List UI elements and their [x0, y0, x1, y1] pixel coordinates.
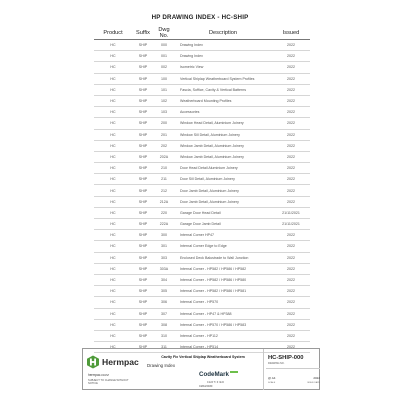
cell-suffix: SHIP [132, 286, 154, 297]
cell-product: HC [94, 62, 132, 73]
cell-issued: 2022 [272, 319, 310, 330]
cell-dwg-no: 101 [154, 84, 174, 95]
cell-dwg-no: 002 [154, 62, 174, 73]
cell-description: Internal Corner - HP570 / HP586 / HP583 [174, 319, 272, 330]
cell-dwg-no: 000 [154, 40, 174, 51]
cell-description: Door Jamb Detail, Aluminium Joinery [174, 196, 272, 207]
cell-dwg-no: 202 [154, 140, 174, 151]
cell-dwg-no: 220 [154, 207, 174, 218]
cell-suffix: SHIP [132, 185, 154, 196]
cell-dwg-no: 100 [154, 73, 174, 84]
cell-dwg-no: 103 [154, 107, 174, 118]
system-title: Cavity Fix Vertical Shiplap Weatherboard System [161, 355, 245, 359]
table-row [94, 241, 310, 252]
table-row [94, 40, 310, 51]
cell-description: Drawing Index [174, 40, 272, 51]
table-row [94, 286, 310, 297]
table-row [94, 151, 310, 162]
column-header-product: Product [94, 27, 132, 40]
cell-suffix: SHIP [132, 140, 154, 151]
codemark-certified: CERTIFIED [207, 382, 225, 384]
cell-issued: 2022 [272, 241, 310, 252]
cell-description: Drawing Index [174, 51, 272, 62]
cell-description: Internal Corner - HP582 / HP586 / HP582 [174, 263, 272, 274]
cell-description: Internal Corner Edge to Edge [174, 241, 272, 252]
cell-dwg-no: 304 [154, 274, 174, 285]
cell-product: HC [94, 174, 132, 185]
cell-dwg-no: 300 [154, 230, 174, 241]
cell-product: HC [94, 330, 132, 341]
table-row [94, 73, 310, 84]
cell-dwg-no: 212A [154, 196, 174, 207]
cell-suffix: SHIP [132, 219, 154, 230]
brand-area [83, 349, 139, 390]
cell-product: HC [94, 286, 132, 297]
change-notice: SUBJECT TO CHANGE WITHOUT NOTICE [88, 379, 129, 385]
table-row [94, 252, 310, 263]
cell-product: HC [94, 196, 132, 207]
column-header-dwg-no: Dwg No. [154, 27, 174, 40]
cell-issued: 2022 [272, 185, 310, 196]
cell-product: HC [94, 274, 132, 285]
cell-description: Door Sill Detail, Aluminium Joinery [174, 174, 272, 185]
cell-issued: 2022 [272, 107, 310, 118]
cell-suffix: SHIP [132, 51, 154, 62]
issue-date-caption: ISSUE DATE [307, 382, 320, 384]
cell-suffix: SHIP [132, 62, 154, 73]
cell-dwg-no: 306 [154, 297, 174, 308]
cell-product: HC [94, 84, 132, 95]
cell-dwg-no: 001 [154, 51, 174, 62]
cell-suffix: SHIP [132, 274, 154, 285]
cell-suffix: SHIP [132, 174, 154, 185]
table-row [94, 51, 310, 62]
cell-issued: 2022 [272, 174, 310, 185]
table-row [94, 330, 310, 341]
cell-issued: 2022 [272, 342, 310, 353]
cell-product: HC [94, 297, 132, 308]
table-row [94, 163, 310, 174]
cell-issued: 2022 [272, 51, 310, 62]
cell-issued: 2022 [272, 263, 310, 274]
cell-dwg-no: 210 [154, 163, 174, 174]
cell-suffix: SHIP [132, 40, 154, 51]
cell-product: HC [94, 207, 132, 218]
cell-issued: 21/11/2021 [272, 219, 310, 230]
brand-website: hermpac.co.nz [88, 373, 109, 377]
table-row [94, 95, 310, 106]
cell-issued: 2022 [272, 196, 310, 207]
hermpac-logo-icon [86, 355, 100, 369]
cell-suffix: SHIP [132, 342, 154, 353]
cell-dwg-no: 212 [154, 185, 174, 196]
cell-suffix: SHIP [132, 207, 154, 218]
table-row [94, 62, 310, 73]
cell-suffix: SHIP [132, 151, 154, 162]
cell-issued: 2022 [272, 129, 310, 140]
table-row [94, 129, 310, 140]
cell-issued: 2022 [272, 252, 310, 263]
cell-issued: 2022 [272, 274, 310, 285]
cell-description: Vertical Shiplap Weatherboard System Profiles [174, 73, 272, 84]
table-row [94, 107, 310, 118]
column-header-issued: Issued [272, 27, 310, 40]
cell-issued: 21/11/2021 [272, 207, 310, 218]
cell-suffix: SHIP [132, 241, 154, 252]
brand-name: Hermpac [102, 357, 139, 367]
cell-suffix: SHIP [132, 129, 154, 140]
cell-dwg-no: 308 [154, 319, 174, 330]
cell-product: HC [94, 40, 132, 51]
cell-issued: 2022 [272, 308, 310, 319]
cell-product: HC [94, 342, 132, 353]
cell-product: HC [94, 151, 132, 162]
scale-caption: SCALE [268, 382, 276, 384]
cell-description: Door Jamb Detail, Aluminium Joinery [174, 185, 272, 196]
cell-issued: 2022 [272, 230, 310, 241]
cell-dwg-no: 102 [154, 95, 174, 106]
cell-suffix: SHIP [132, 163, 154, 174]
cell-product: HC [94, 118, 132, 129]
cell-dwg-no: 301 [154, 241, 174, 252]
issue-date-value: 2022 [313, 376, 320, 380]
title-block [82, 348, 320, 390]
codemark-wordmark: CodeMark [199, 371, 229, 378]
cell-description: Garage Door Head Detail [174, 207, 272, 218]
cell-product: HC [94, 107, 132, 118]
cell-product: HC [94, 95, 132, 106]
cell-description: Internal Corner - HP582 / HP586 / HP580 [174, 274, 272, 285]
cell-issued: 2022 [272, 62, 310, 73]
cell-description: Internal Corner - HP582 / HP586 / HP581 [174, 286, 272, 297]
cell-issued: 2022 [272, 84, 310, 95]
cell-issued: 2022 [272, 40, 310, 51]
cell-dwg-no: 307 [154, 308, 174, 319]
cell-dwg-no: 310 [154, 330, 174, 341]
table-row [94, 207, 310, 218]
cell-dwg-no: 222A [154, 219, 174, 230]
cell-suffix: SHIP [132, 95, 154, 106]
cell-dwg-no: 201 [154, 129, 174, 140]
cell-issued: 2022 [272, 95, 310, 106]
cell-description: Internal Corner HP47 [174, 230, 272, 241]
table-row [94, 274, 310, 285]
table-row [94, 118, 310, 129]
cell-product: HC [94, 129, 132, 140]
cell-product: HC [94, 319, 132, 330]
table-row [94, 185, 310, 196]
cell-dwg-no: 211 [154, 174, 174, 185]
cell-suffix: SHIP [132, 330, 154, 341]
table-header-row [94, 27, 310, 40]
cell-issued: 2022 [272, 330, 310, 341]
cell-product: HC [94, 185, 132, 196]
cell-description: Window Sill Detail, Aluminium Joinery [174, 129, 272, 140]
divider [266, 368, 320, 369]
cell-description: Accessories [174, 107, 272, 118]
cell-suffix: SHIP [132, 252, 154, 263]
cell-description: Isometric View [174, 62, 272, 73]
document-subtitle: Drawing Index [147, 363, 176, 368]
cell-issued: 2022 [272, 151, 310, 162]
cell-product: HC [94, 252, 132, 263]
cell-suffix: SHIP [132, 263, 154, 274]
cell-product: HC [94, 219, 132, 230]
cell-description: Enclosed Deck Balustrade to Wall Junction [174, 252, 272, 263]
cell-dwg-no: 200 [154, 118, 174, 129]
cell-issued: 2022 [272, 163, 310, 174]
cell-description: Door Head Detail Aluminium Joinery [174, 163, 272, 174]
cell-description: Weatherboard Mounting Profiles [174, 95, 272, 106]
cell-issued: 2022 [272, 118, 310, 129]
cell-description: Window Head Detail, Aluminium Joinery [174, 118, 272, 129]
drawing-index-table [94, 27, 310, 353]
cell-description: Window Jamb Detail, Aluminium Joinery [174, 140, 272, 151]
table-row [94, 308, 310, 319]
cell-dwg-no: 303 [154, 252, 174, 263]
cell-product: HC [94, 73, 132, 84]
cell-description: Window Jamb Detail, Aluminium Joinery [174, 151, 272, 162]
cell-dwg-no: 303A [154, 263, 174, 274]
cell-suffix: SHIP [132, 107, 154, 118]
cell-suffix: SHIP [132, 73, 154, 84]
cell-suffix: SHIP [132, 308, 154, 319]
table-row [94, 196, 310, 207]
codemark-certificate-number: CMA/2/0039 [199, 385, 213, 388]
cell-issued: 2022 [272, 73, 310, 84]
cell-dwg-no: 305 [154, 286, 174, 297]
cell-description: Internal Corner - HP112 [174, 330, 272, 341]
cell-suffix: SHIP [132, 319, 154, 330]
drawing-number-caption: DRAWING NO. [268, 362, 285, 365]
title-block-meta [263, 349, 322, 390]
cell-suffix: SHIP [132, 297, 154, 308]
cell-description: Internal Corner - HP570 [174, 297, 272, 308]
title-block-center [143, 349, 263, 390]
cell-suffix: SHIP [132, 118, 154, 129]
cell-product: HC [94, 308, 132, 319]
cell-description: Internal Corner - HP514 [174, 342, 272, 353]
table-row [94, 84, 310, 95]
column-header-suffix: Suffix [132, 27, 154, 40]
cell-description: Garage Door Jamb Detail [174, 219, 272, 230]
cell-suffix: SHIP [132, 84, 154, 95]
cell-dwg-no: 202A [154, 151, 174, 162]
cell-description: Internal Corner - HP47 & HP388 [174, 308, 272, 319]
drawing-number: HC-SHIP-000 [268, 355, 304, 361]
cell-product: HC [94, 230, 132, 241]
table-row [94, 140, 310, 151]
table-row [94, 174, 310, 185]
cell-issued: 2022 [272, 286, 310, 297]
cell-issued: 2022 [272, 140, 310, 151]
cell-product: HC [94, 241, 132, 252]
cell-product: HC [94, 140, 132, 151]
table-row [94, 319, 310, 330]
cell-description: Fascia, Soffice, Cavity & Vertical Batterns [174, 84, 272, 95]
codemark-badge [199, 363, 259, 388]
cell-dwg-no: 311 [154, 342, 174, 353]
column-header-description: Description [174, 27, 272, 40]
cell-product: HC [94, 263, 132, 274]
cell-issued: 2022 [272, 297, 310, 308]
cell-suffix: SHIP [132, 230, 154, 241]
codemark-accent-icon [230, 371, 238, 373]
table-row [94, 230, 310, 241]
cell-suffix: SHIP [132, 196, 154, 207]
cell-product: HC [94, 51, 132, 62]
table-row [94, 263, 310, 274]
scale-value: @ A4 [268, 376, 276, 380]
table-row [94, 219, 310, 230]
table-row [94, 297, 310, 308]
page-title: HP DRAWING INDEX - HC-SHIP [151, 14, 249, 21]
cell-product: HC [94, 163, 132, 174]
